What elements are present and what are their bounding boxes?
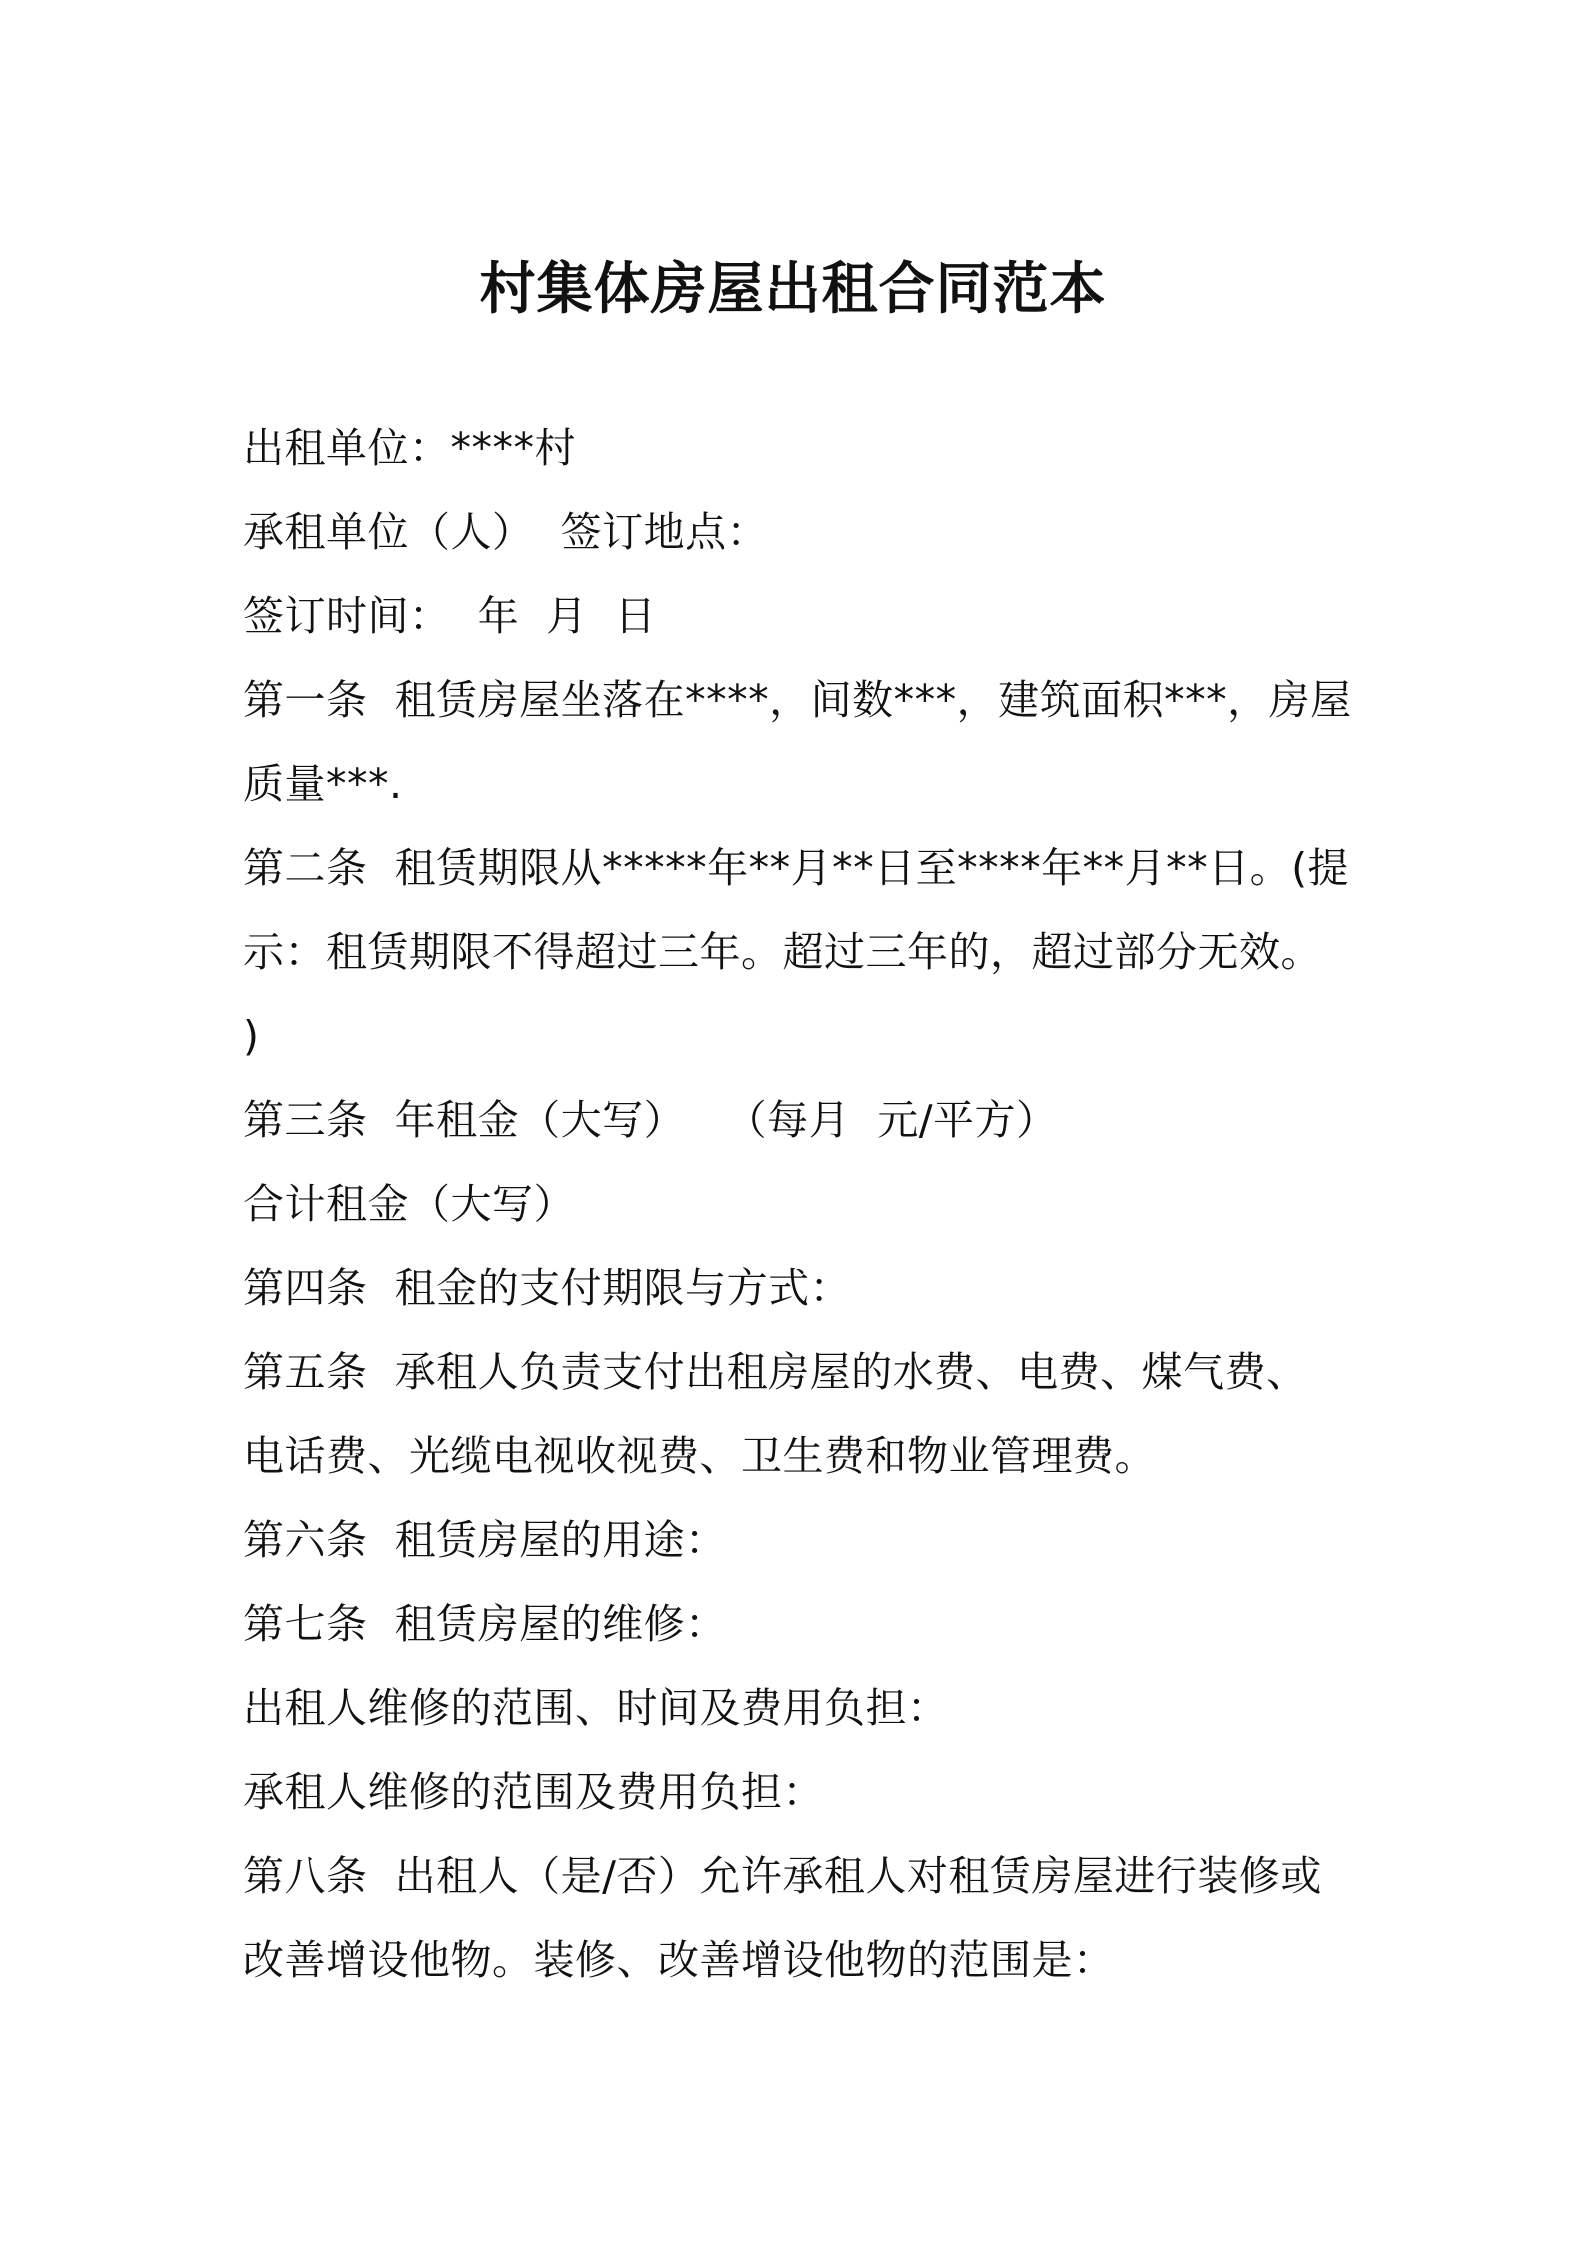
- text-line-lessor: 出租单位：****村: [243, 424, 576, 472]
- text-line-article-5-cont: 电话费、光缆电视收视费、卫生费和物业管理费。: [243, 1432, 1156, 1480]
- text-line-article-7: 第七条 租赁房屋的维修：: [243, 1600, 727, 1648]
- text-line-article-8-cont: 改善增设他物。装修、改善增设他物的范围是：: [243, 1936, 1115, 1984]
- text-line-article-2-cont: 示：租赁期限不得超过三年。超过三年的，超过部分无效。: [243, 928, 1322, 976]
- text-line-lessee-repair: 承租人维修的范围及费用负担：: [243, 1768, 824, 1816]
- text-line-total-rent: 合计租金（大写）: [243, 1180, 575, 1228]
- document-body: [243, 406, 1358, 2002]
- text-line-lessor-repair: 出租人维修的范围、时间及费用负担：: [243, 1684, 949, 1732]
- text-line-article-1: 第一条 租赁房屋坐落在****，间数***，建筑面积***，房屋: [243, 676, 1352, 724]
- text-line-article-1-cont: 质量***.: [243, 760, 403, 808]
- text-line-article-8: 第八条 出租人（是/否）允许承租人对租赁房屋进行装修或: [243, 1852, 1322, 1900]
- text-line-lessee-place: 承租单位（人） 签订地点：: [243, 508, 769, 556]
- text-line-article-6: 第六条 租赁房屋的用途：: [243, 1516, 727, 1564]
- text-line-sign-date: 签订时间： 年 月 日: [243, 592, 657, 640]
- text-line-article-2-end: ): [243, 1012, 260, 1060]
- document-title: 村集体房屋出租合同范本: [479, 257, 1107, 322]
- text-line-article-2: 第二条 租赁期限从*****年**月**日至****年**月**日。(提: [243, 844, 1350, 892]
- text-line-article-3: 第三条 年租金（大写） （每月 元/平方）: [243, 1096, 1058, 1144]
- text-line-article-4: 第四条 租金的支付期限与方式：: [243, 1264, 852, 1312]
- text-line-article-5: 第五条 承租人负责支付出租房屋的水费、电费、煤气费、: [243, 1348, 1308, 1396]
